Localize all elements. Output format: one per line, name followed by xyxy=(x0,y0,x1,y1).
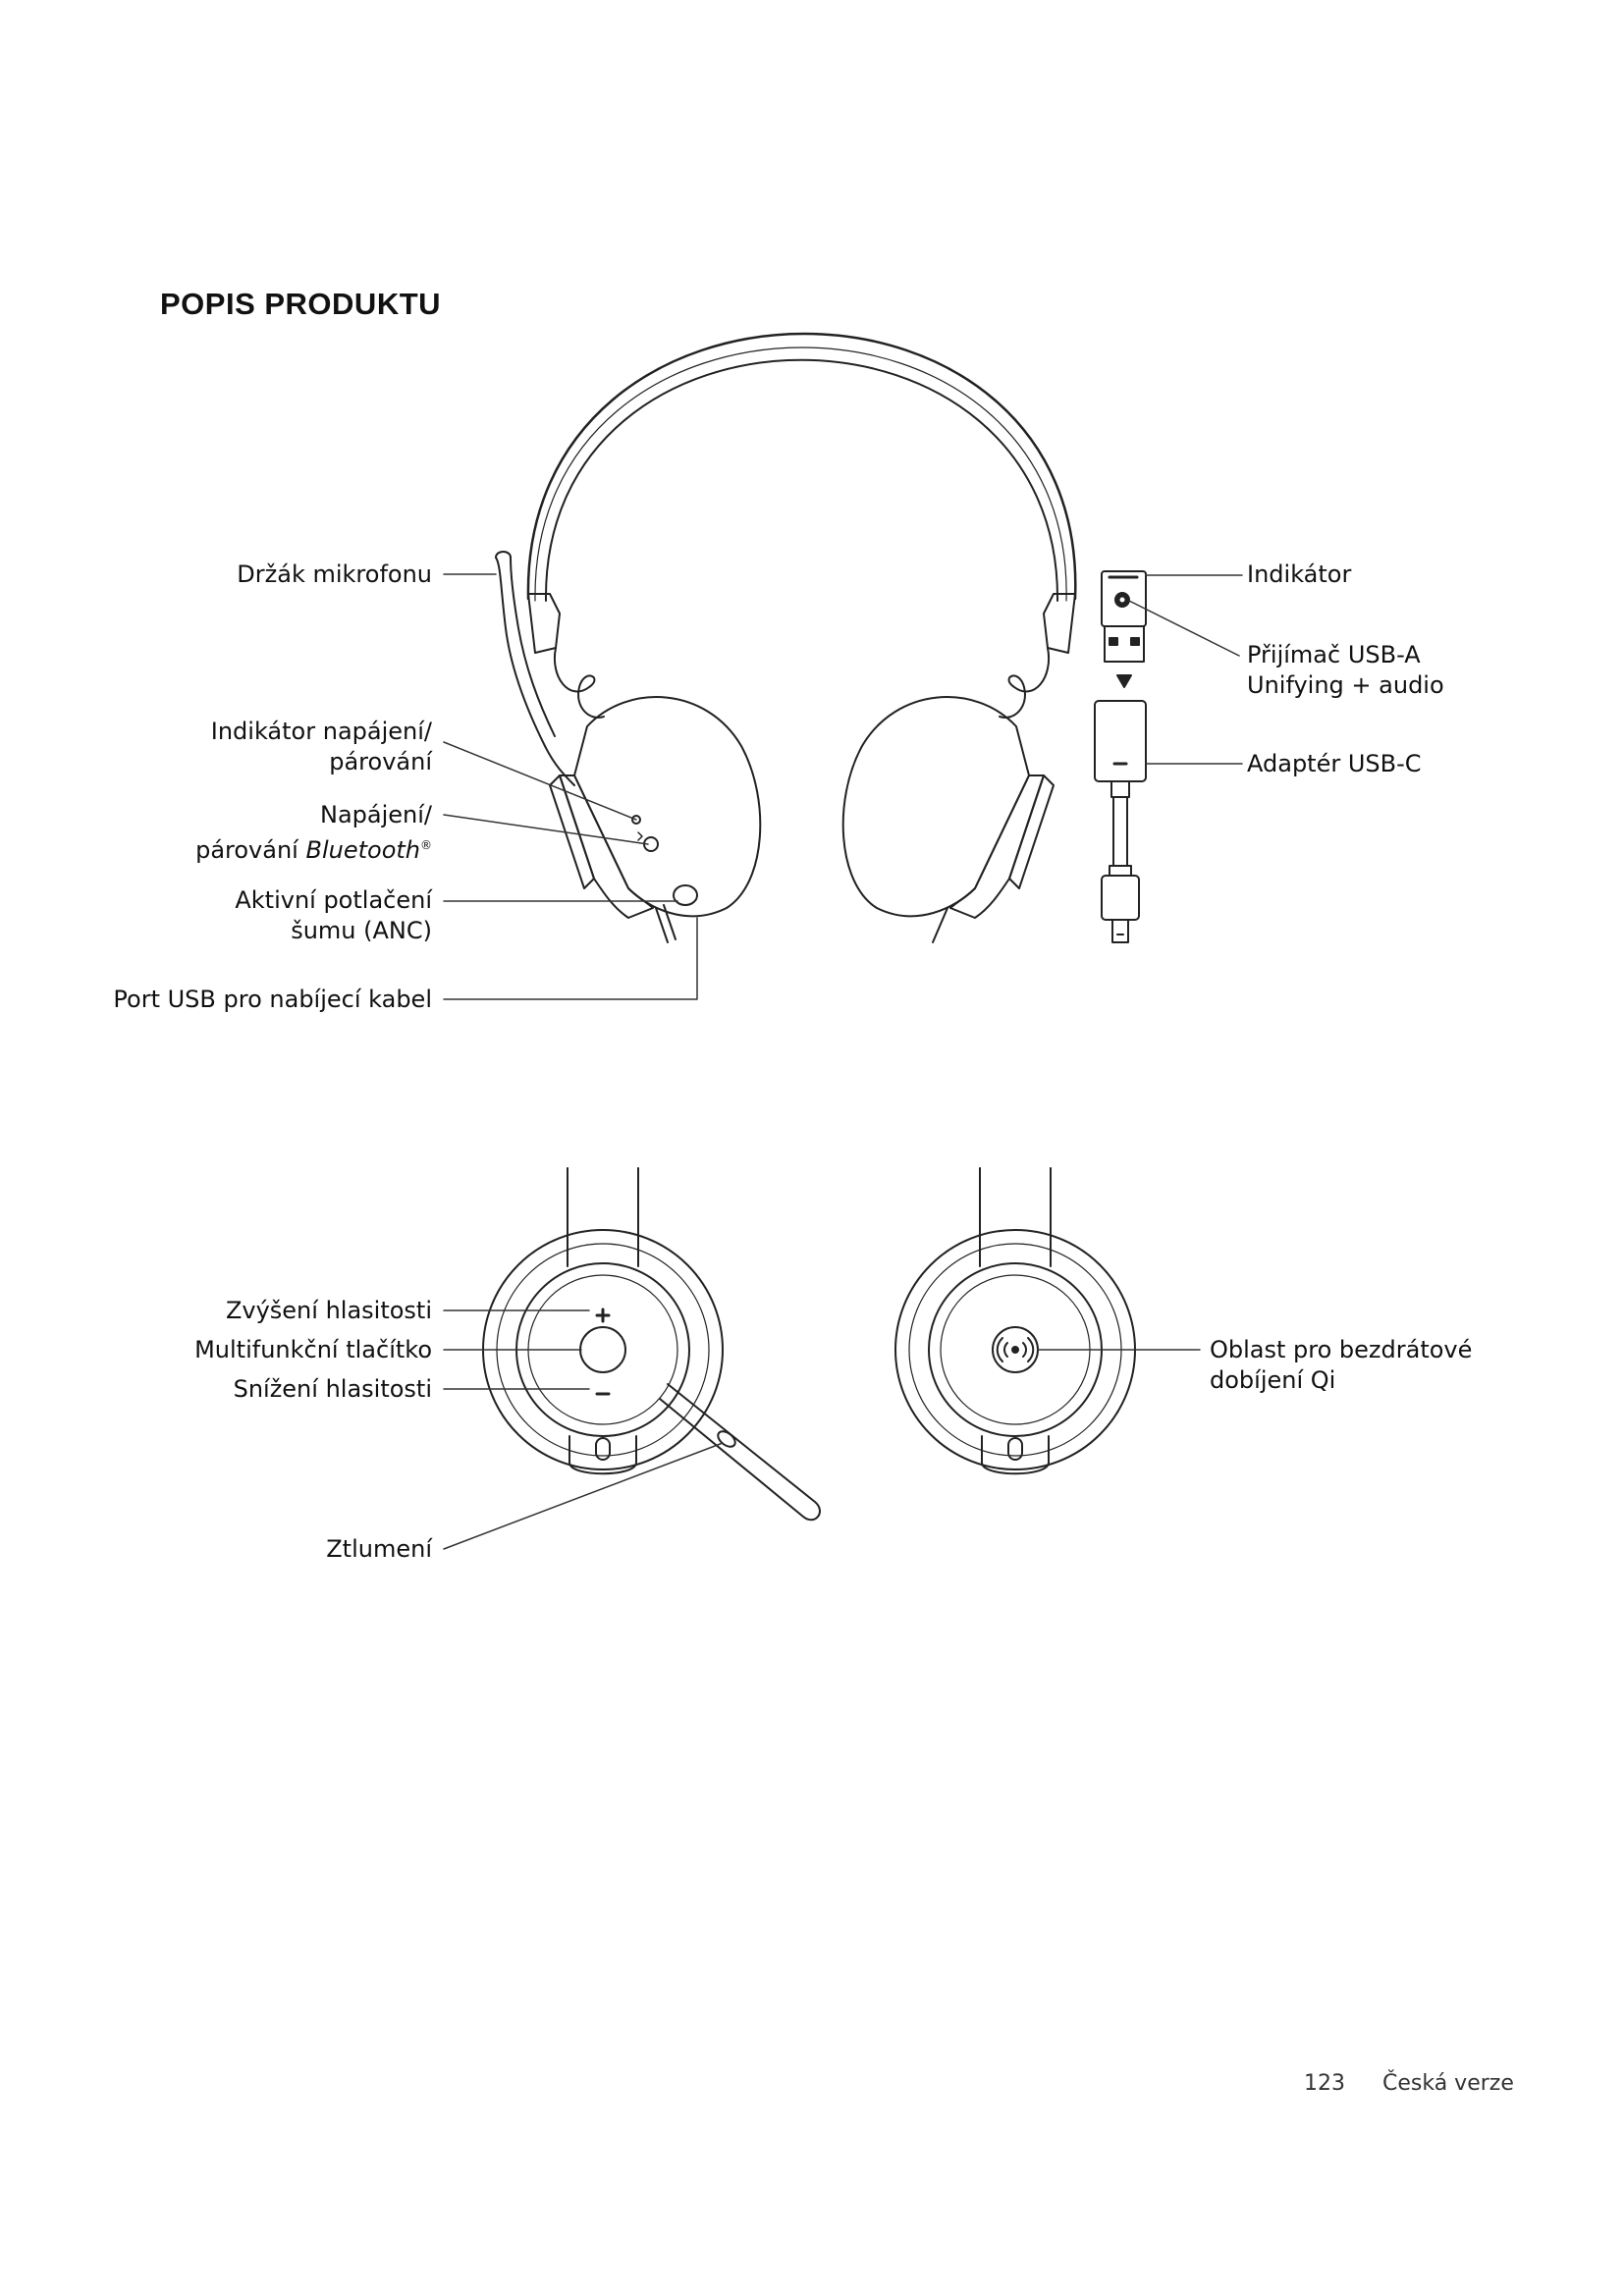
bluetooth-icon xyxy=(638,832,642,840)
language-label: Česká verze xyxy=(1382,2071,1514,2096)
label-mute: Ztlumení xyxy=(326,1535,432,1563)
mic-boom xyxy=(496,552,676,942)
label-qi-charging: Oblast pro bezdrátové dobíjení Qi xyxy=(1210,1336,1473,1394)
label-anc: Aktivní potlačení šumu (ANC) xyxy=(235,886,432,944)
headband xyxy=(528,334,1075,599)
page-number: 123 xyxy=(1304,2071,1345,2096)
arrow-down-icon xyxy=(1117,675,1131,687)
label-power-indicator: Indikátor napájení/ párování xyxy=(210,718,432,775)
label-usb-c-adapter: Adaptér USB-C xyxy=(1247,750,1422,777)
plus-icon xyxy=(597,1309,609,1321)
label-volume-down: Snížení hlasitosti xyxy=(233,1375,432,1403)
label-mic-boom: Držák mikrofonu xyxy=(237,561,432,588)
label-multifunction-button: Multifunkční tlačítko xyxy=(194,1336,432,1363)
usb-c-adapter xyxy=(1095,701,1146,781)
label-indicator: Indikátor xyxy=(1247,561,1352,588)
usb-receiver-illustration xyxy=(1095,571,1146,942)
page-heading: POPIS PRODUKTU xyxy=(160,287,442,321)
headset-side-view-right xyxy=(895,1168,1135,1473)
label-bluetooth-power-pairing: Napájení/ párování Bluetooth® xyxy=(195,801,432,864)
label-usb-port: Port USB pro nabíjecí kabel xyxy=(113,986,432,1013)
label-usb-receiver: Přijímač USB-A Unifying + audio xyxy=(1247,641,1444,699)
headband-inner xyxy=(546,360,1057,601)
anc-button xyxy=(674,885,697,905)
right-earcup xyxy=(843,697,1054,942)
left-earcup xyxy=(550,697,760,918)
headset-front-view xyxy=(496,334,1075,942)
multifunction-button xyxy=(580,1327,625,1372)
headset-side-view-left xyxy=(483,1168,820,1520)
label-volume-up: Zvýšení hlasitosti xyxy=(225,1297,432,1324)
